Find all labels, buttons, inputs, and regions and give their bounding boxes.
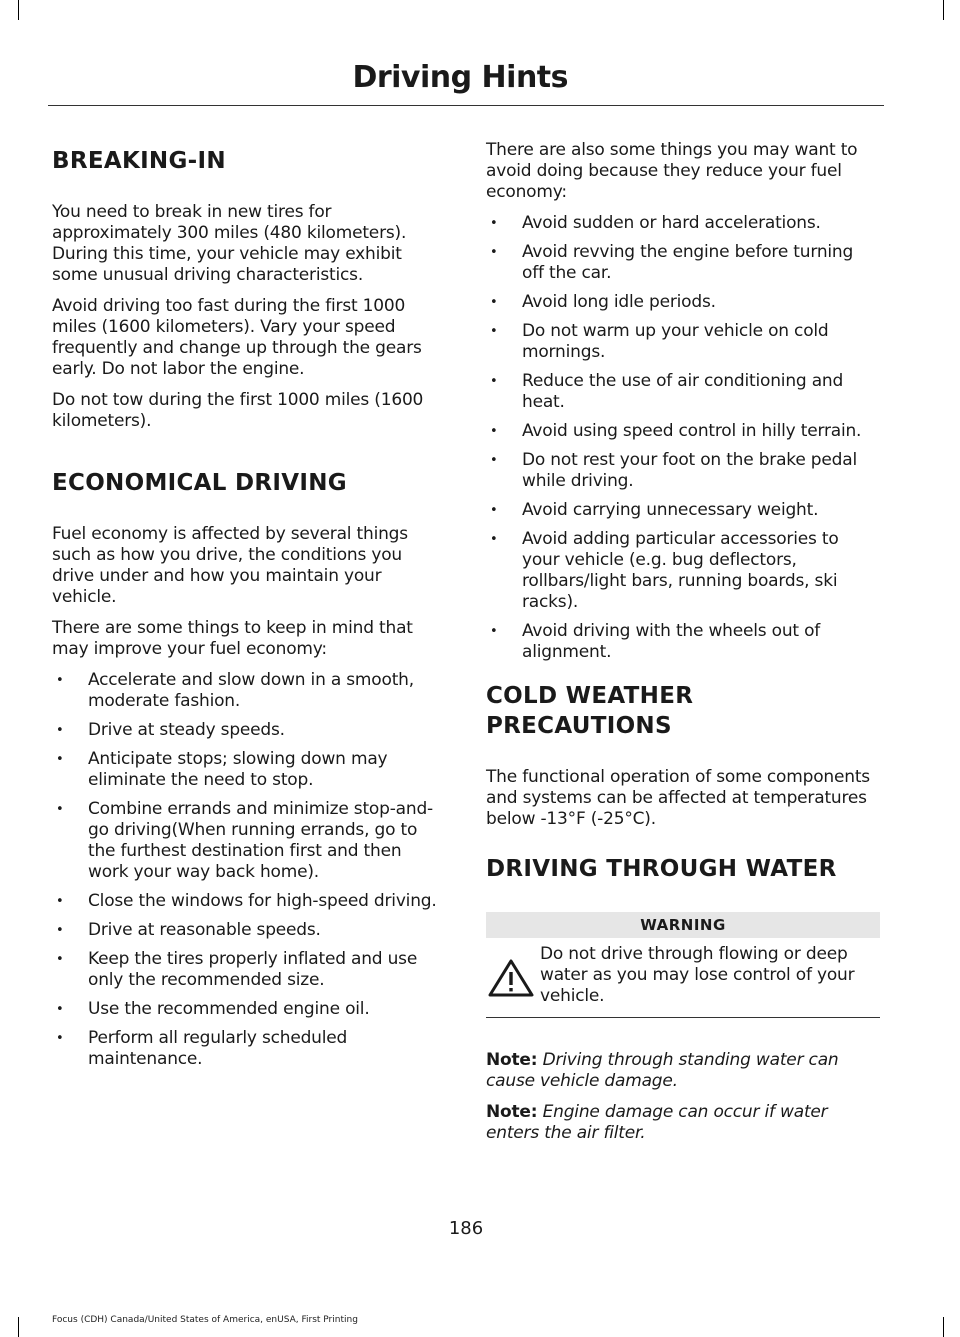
list-item: • Reduce the use of air conditioning and heat. <box>486 371 880 413</box>
list-item: • Avoid driving with the wheels out of alignment. <box>486 621 880 663</box>
cold-weather-heading-line2: PRECAUTIONS <box>486 713 672 739</box>
crop-mark <box>18 1317 19 1337</box>
economy-tips-list <box>52 670 446 1070</box>
list-item: • Accelerate and slow down in a smooth, moderate fashion. <box>52 670 446 712</box>
avoid-list <box>486 213 880 663</box>
list-item: • Do not rest your foot on the brake pedal while driving. <box>486 450 880 492</box>
list-item: • Drive at reasonable speeds. <box>52 920 446 941</box>
list-item: • Avoid sudden or hard accelerations. <box>486 213 880 234</box>
driving-through-water-heading: DRIVING THROUGH WATER <box>486 856 837 882</box>
note <box>486 1102 880 1144</box>
breaking-in-heading: BREAKING-IN <box>52 148 226 174</box>
list-item: • Avoid carrying unnecessary weight. <box>486 500 880 521</box>
crop-mark <box>943 0 944 20</box>
crop-mark <box>18 0 19 20</box>
list-item: • Anticipate stops; slowing down may eliminate the need to stop. <box>52 749 446 791</box>
list-item: • Avoid revving the engine before turning off the car. <box>486 242 880 284</box>
list-item: • Avoid long idle periods. <box>486 292 880 313</box>
economical-paragraph: There are some things to keep in mind that may improve your fuel economy: <box>52 618 413 659</box>
list-item: • Keep the tires properly inflated and use only the recommended size. <box>52 949 446 991</box>
list-item: • Close the windows for high-speed driving. <box>52 891 446 912</box>
breaking-in-paragraph: Avoid driving too fast during the first 1000 miles (1600 kilometers). Vary your speed frequently and change up through the gears early. Do not labor the engine. <box>52 296 422 379</box>
right-column <box>486 140 880 1154</box>
list-item: • Avoid using speed control in hilly terrain. <box>486 421 880 442</box>
warning-label: WARNING <box>486 912 880 938</box>
warning-box <box>486 944 880 1018</box>
breaking-in-paragraph: Do not tow during the first 1000 miles (1600 kilometers). <box>52 390 424 431</box>
warning-triangle-icon <box>486 958 536 998</box>
list-item: • Use the recommended engine oil. <box>52 999 446 1020</box>
economical-paragraph: Fuel economy is affected by several things such as how you drive, the conditions you drive under and how you maintain your vehicle. <box>52 524 408 607</box>
note <box>486 1050 880 1092</box>
avoid-intro: There are also some things you may want to avoid doing because they reduce your fuel economy: <box>486 140 858 202</box>
economical-driving-heading: ECONOMICAL DRIVING <box>52 470 347 496</box>
header-rule <box>48 105 884 106</box>
list-item: • Do not warm up your vehicle on cold mornings. <box>486 321 880 363</box>
breaking-in-paragraph: You need to break in new tires for approximately 300 miles (480 kilometers). During this time, your vehicle may exhibit some unusual driving characteristics. <box>52 202 407 285</box>
list-item: • Perform all regularly scheduled maintenance. <box>52 1028 446 1070</box>
cold-weather-heading-line1: COLD WEATHER <box>486 683 694 709</box>
list-item: • Avoid adding particular accessories to your vehicle (e.g. bug deflectors, rollbars/light bars, running boards, ski racks). <box>486 529 880 613</box>
list-item: • Drive at steady speeds. <box>52 720 446 741</box>
left-column <box>52 140 446 1080</box>
note-text: Engine damage can occur if water enters the air filter. <box>486 1102 828 1143</box>
crop-mark <box>943 1317 944 1337</box>
cold-weather-heading <box>486 681 880 741</box>
page-header-title: Driving Hints <box>352 60 568 95</box>
footer-text: Focus (CDH) Canada/United States of America, enUSA, First Printing <box>52 1315 358 1325</box>
list-item: • Combine errands and minimize stop-and-go driving(When running errands, go to the furthest destination first and then work your way back home). <box>52 799 446 883</box>
warning-text: Do not drive through flowing or deep water as you may lose control of your vehicle. <box>540 944 855 1006</box>
note-text: Driving through standing water can cause vehicle damage. <box>486 1050 839 1091</box>
cold-weather-paragraph: The functional operation of some components and systems can be affected at temperatures below -13°F (-25°C). <box>486 767 870 829</box>
page-number: 186 <box>448 1218 484 1239</box>
note-label: Note: <box>486 1102 538 1122</box>
note-label: Note: <box>486 1050 538 1070</box>
